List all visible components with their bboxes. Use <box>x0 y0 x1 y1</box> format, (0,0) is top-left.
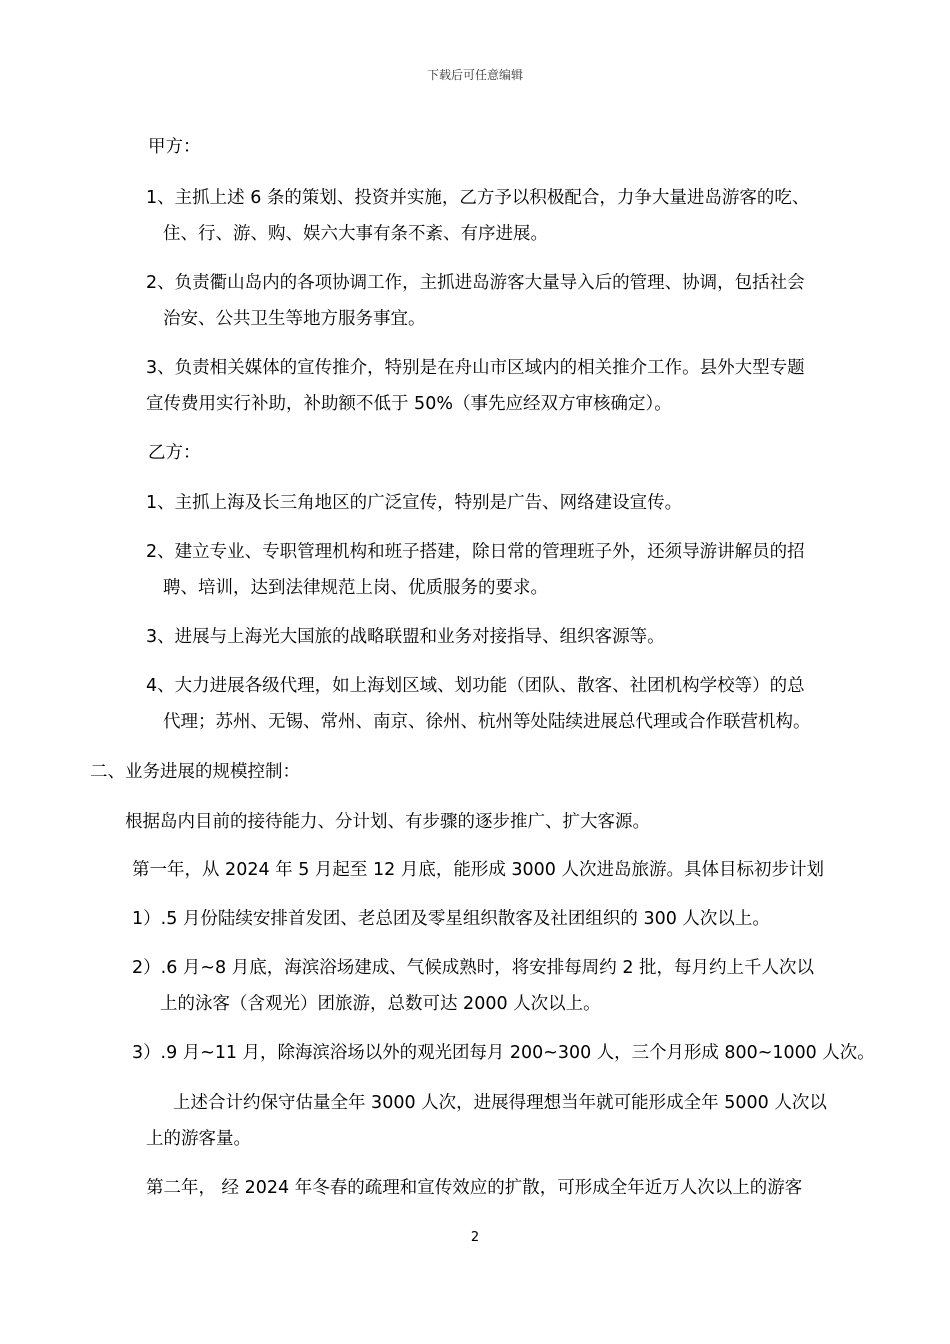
party-b-item-4-line-2: 代理；苏州、无锡、常州、南京、徐州、杭州等处陆续进展总代理或合作联营机构。 <box>163 712 811 732</box>
party-b-item-2-line-2: 聘、培训，达到法律规范上岗、优质服务的要求。 <box>163 578 548 598</box>
party-a-title: 甲方： <box>148 137 201 157</box>
party-a-item-2-line-2: 治安、公共卫生等地方服务事宜。 <box>163 309 426 329</box>
party-b-item-1-line-1: 1、主抓上海及长三角地区的广泛宣传，特别是广告、网络建设宣传。 <box>146 493 683 513</box>
party-b-title: 乙方： <box>148 443 201 463</box>
party-b-item-3-line-1: 3、进展与上海光大国旅的战略联盟和业务对接指导、组织客源等。 <box>146 627 665 647</box>
party-b-item-2-line-1: 2、建立专业、专职管理机构和班子搭建，除日常的管理班子外，还须导游讲解员的招 <box>146 542 805 562</box>
section-2-title: 二、业务进展的规模控制： <box>90 762 300 782</box>
party-a-item-3-line-2: 宣传费用实行补助，补助额不低于 50%（事先应经双方审核确定）。 <box>146 394 672 414</box>
party-a-item-3-line-1: 3、负责相关媒体的宣传推介，特别是在舟山市区域内的相关推介工作。县外大型专题 <box>146 358 805 378</box>
year-1-item-3-line-1: 3）.9 月~11 月，除海滨浴场以外的观光团每月 200~300 人，三个月形成 800~1000 人次。 <box>132 1043 875 1063</box>
party-a-item-2-line-1: 2、负责衢山岛内的各项协调工作，主抓进岛游客大量导入后的管理、协调，包括社会 <box>146 273 805 293</box>
summary-line-2: 上的游客量。 <box>146 1129 251 1149</box>
party-a-item-1-line-1: 1、主抓上述 6 条的策划、投资并实施，乙方予以积极配合，力争大量进岛游客的吃、 <box>146 188 810 208</box>
year-1-item-1-line-1: 1）.5 月份陆续安排首发团、老总团及零星组织散客及社团组织的 300 人次以上。 <box>132 909 770 929</box>
page-number: 2 <box>470 1230 480 1245</box>
page-header: 下载后可任意编辑 <box>426 68 523 82</box>
summary-line-1: 上述合计约保守估量全年 3000 人次，进展得理想当年就可能形成全年 5000 人次以 <box>173 1093 827 1113</box>
year-1-item-2-line-1: 2）.6 月~8 月底，海滨浴场建成、气候成熟时，将安排每周约 2 批，每月约上千人次以 <box>132 958 815 978</box>
party-b-item-4-line-1: 4、大力进展各级代理，如上海划区域、划功能（团队、散客、社团机构学校等）的总 <box>146 676 805 696</box>
party-a-item-1-line-2: 住、行、游、购、娱六大事有条不紊、有序进展。 <box>163 224 548 244</box>
year-1-item-2-line-2: 上的泳客（含观光）团旅游，总数可达 2000 人次以上。 <box>160 994 601 1014</box>
section-2-intro: 根据岛内目前的接待能力、分计划、有步骤的逐步推广、扩大客源。 <box>125 812 650 832</box>
year-1-text: 第一年，从 2024 年 5 月起至 12 月底，能形成 3000 人次进岛旅游。具体目标初步计划 <box>132 860 824 880</box>
year-2-text: 第二年， 经 2024 年冬春的疏理和宣传效应的扩散，可形成全年近万人次以上的游客 <box>146 1178 803 1198</box>
